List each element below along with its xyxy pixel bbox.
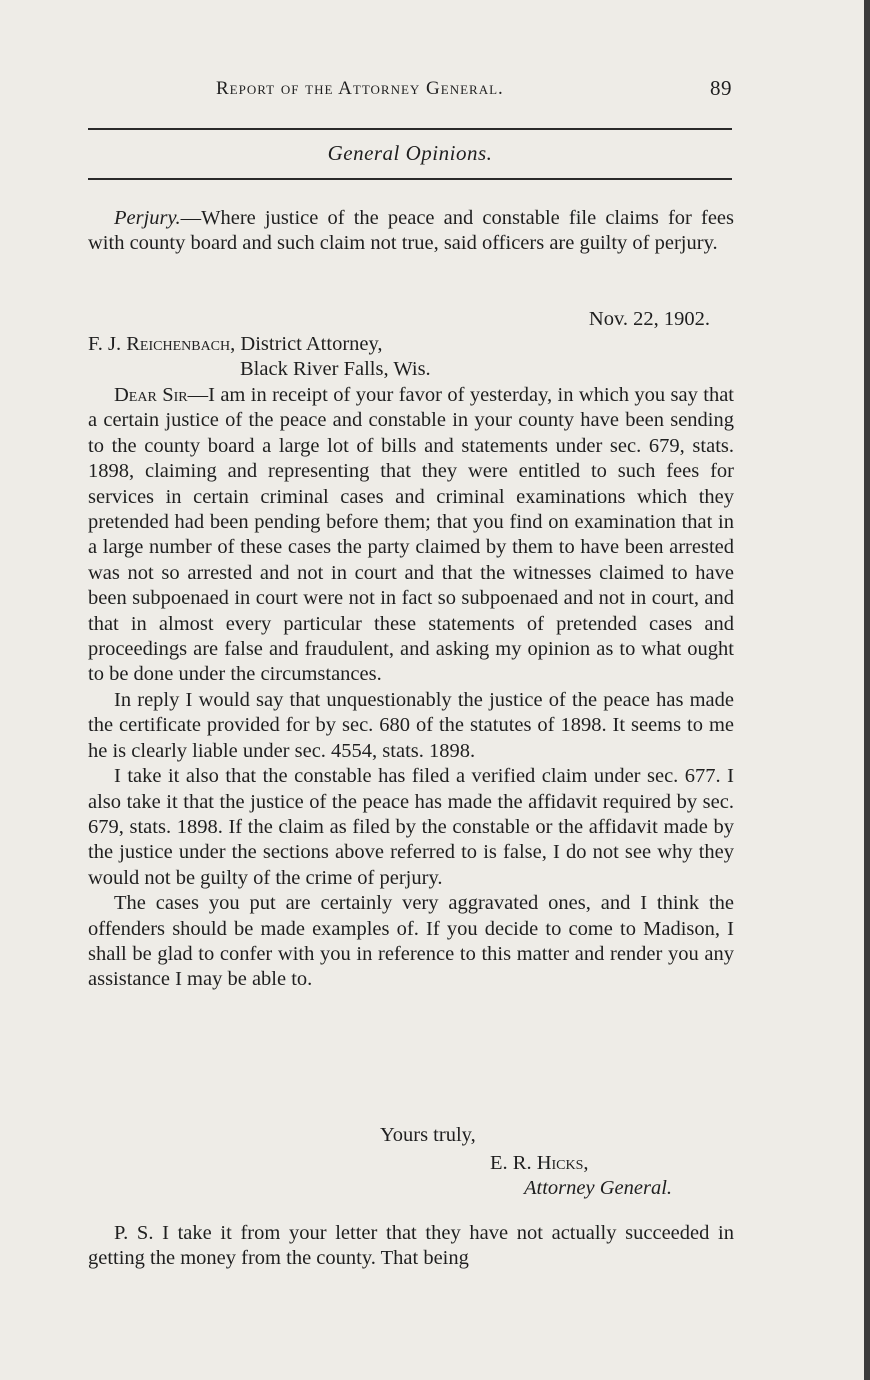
letter-paragraph-4: The cases you put are certainly very aggravated ones, and I think the offenders should be made examples of. If you decide to come to Madison, I shall be glad to confer with you in reference to this matter and render you any assistance I may be able to. <box>88 892 734 991</box>
letter-date: Nov. 22, 1902. <box>588 308 710 330</box>
addressee-line <box>88 332 431 357</box>
syllabus-text: —Where justice of the peace and constable file claims for fees with county board and such claim not true, said officers are guilty of perjury. <box>88 207 734 255</box>
postscript-paragraph: P. S. I take it from your letter that they have not actually succeeded in getting the money from the county. That being <box>88 1222 734 1270</box>
header-rule-bottom <box>88 178 732 180</box>
letter-paragraph-2: In reply I would say that unquestionably the justice of the peace has made the certificate provided for by sec. 680 of the statutes of 1898. It seems to me he is clearly liable under sec. 4554, stats. 1898. <box>88 688 734 762</box>
letter-body <box>88 383 734 993</box>
signature-block <box>490 1151 672 1202</box>
addressee-title: , District Attorney, <box>230 333 383 355</box>
salutation: Dear Sir <box>114 384 188 406</box>
header-rule-top <box>88 128 732 130</box>
letter-paragraph-1 <box>88 383 734 688</box>
running-head <box>88 76 732 106</box>
letter-paragraph-3: I take it also that the constable has filed a verified claim under sec. 677. I also take it that the justice of the peace has made the affidavit required by sec. 679, stats. 1898. If the claim as filed by the constable or the affidavit made by the justice under the sections above referred to is false, I do not see why they would not be guilty of the crime of perjury. <box>88 765 734 889</box>
addressee-name: F. J. Reichenbach <box>88 333 231 355</box>
postscript <box>88 1221 734 1272</box>
page-number: 89 <box>710 76 732 100</box>
binding-edge <box>864 0 870 1380</box>
signer-title: Attorney General. <box>524 1177 673 1200</box>
section-title: General Opinions. <box>327 141 493 165</box>
syllabus <box>88 206 734 257</box>
addressee-place: Black River Falls, Wis. <box>240 358 431 381</box>
syllabus-lead: Perjury. <box>114 207 181 229</box>
addressee-block <box>88 332 431 383</box>
syllabus-paragraph <box>88 206 734 257</box>
closing: Yours truly, <box>380 1124 476 1146</box>
running-title: Report of the Attorney General. <box>216 78 504 99</box>
paragraph-1-text: —I am in receipt of your favor of yesterday, in which you say that a certain justice of the peace and constable in your county have been sending to the county board a large lot of bills and statements under sec. 679, stats. 1898, claiming and representing that they were entitled to such fees for services in certain criminal cases and criminal examinations which they pretended had been pending before them; that you find on examination that in a large number of these cases the party claimed by them to have been arrested was not so arrested and not in court and that the witnesses claimed to have been subpoenaed in court were not in fact so subpoenaed and not in court, and that in almost every particular these statements of pretended cases and proceedings are false and fraudulent, and asking my opinion as to what ought to be done under the circumstances. <box>88 384 734 686</box>
signer-name: E. R. Hicks, <box>490 1152 589 1174</box>
